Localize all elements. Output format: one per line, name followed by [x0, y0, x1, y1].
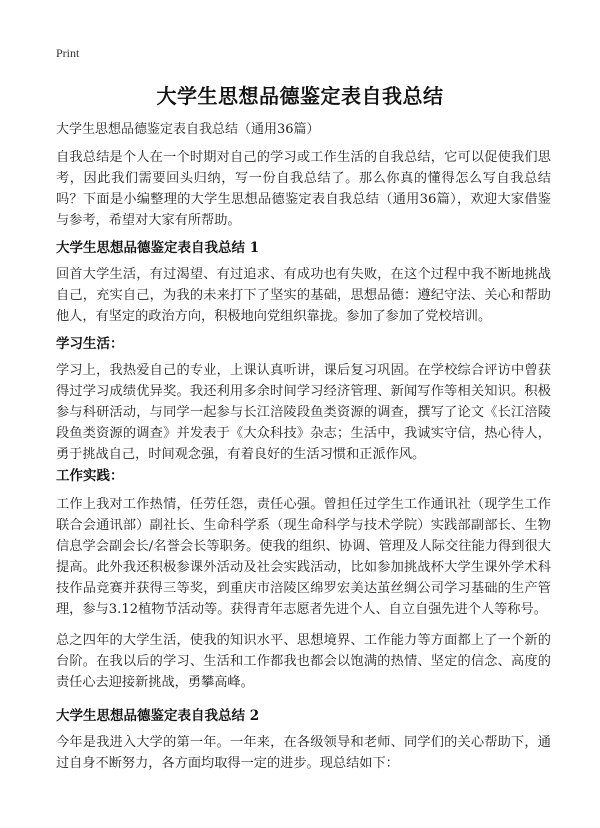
work-practice-paragraph: 工作上我对工作热情，任劳任怨，责任心强。曾担任过学生工作通讯社（现学生工作联合会通讯部）副社长、生命科学系（现生命科学与技术学院）实践部副部长、生物信息学会副会长/名誉会长等职务。使我的组织、协调、管理及人际交往能力得到很大提高。此外我还积极参课外活动及社会实践活动，比如参加挑战杯大学生课外学术科技作品竞赛并获得三等奖，到重庆市涪陵区绵罗宏美达茧丝绸公司学习基础的生产管理，参与3.12植物节活动等。获得青年志愿者先进个人、自立自强先进个人等称号。	[56, 497, 551, 617]
summary-paragraph: 总之四年的大学生活，使我的知识水平、思想境界、工作能力等方面都上了一个新的台阶。在我以后的学习、生活和工作都我也都会以饱满的热情、坚定的信念、高度的责任心去迎接新挑战，勇攀高峰。	[56, 633, 551, 690]
page-title: 大学生思想品德鉴定表自我总结	[156, 84, 444, 108]
section-1-intro: 回首大学生活，有过渴望、有过追求、有成功也有失败，在这个过程中我不断地挑战自己，充实自己，为我的未来打下了坚实的基础，思想品德：遵纪守法、关心和帮助他人，有坚定的政治方向，积极地向党组织靠拢。参加了参加了党校培训。	[56, 267, 551, 324]
section-2-heading: 大学生思想品德鉴定表自我总结 2	[56, 708, 260, 724]
document-subtitle: 大学生思想品德鉴定表自我总结（通用36篇）	[56, 122, 320, 137]
print-link[interactable]: Print	[56, 46, 80, 60]
section-1-heading: 大学生思想品德鉴定表自我总结 1	[56, 240, 260, 256]
section-2-intro: 今年是我进入大学的第一年。一年来，在各级领导和老师、同学们的关心帮助下，通过自身不断努力，各方面均取得一定的进步。现总结如下：	[56, 735, 551, 771]
study-life-paragraph: 学习上，我热爱自己的专业，上课认真听讲，课后复习巩固。在学校综合评访中曾获得过学习成绩优异奖。我还利用多余时间学习经济管理、新闻写作等相关知识。积极参与科研活动，与同学一起参与长江涪陵段鱼类资源的调查，撰写了论文《长江涪陵段鱼类资源的调查》并发表于《大众科技》杂志；生活中，我诚实守信，热心待人，勇于挑战自己，时间观念强，有着良好的生活习惯和正派作风。	[56, 363, 551, 462]
study-life-heading: 学习生活：	[56, 336, 124, 352]
intro-paragraph: 自我总结是个人在一个时期对自己的学习或工作生活的自我总结，它可以促使我们思考，因此我们需要回头归纳，写一份自我总结了。那么你真的懂得怎么写自我总结吗？下面是小编整理的大学生思想品德鉴定表自我总结（通用36篇），欢迎大家借鉴与参考，希望对大家有所帮助。	[56, 150, 551, 228]
work-practice-heading: 工作实践：	[56, 468, 124, 484]
